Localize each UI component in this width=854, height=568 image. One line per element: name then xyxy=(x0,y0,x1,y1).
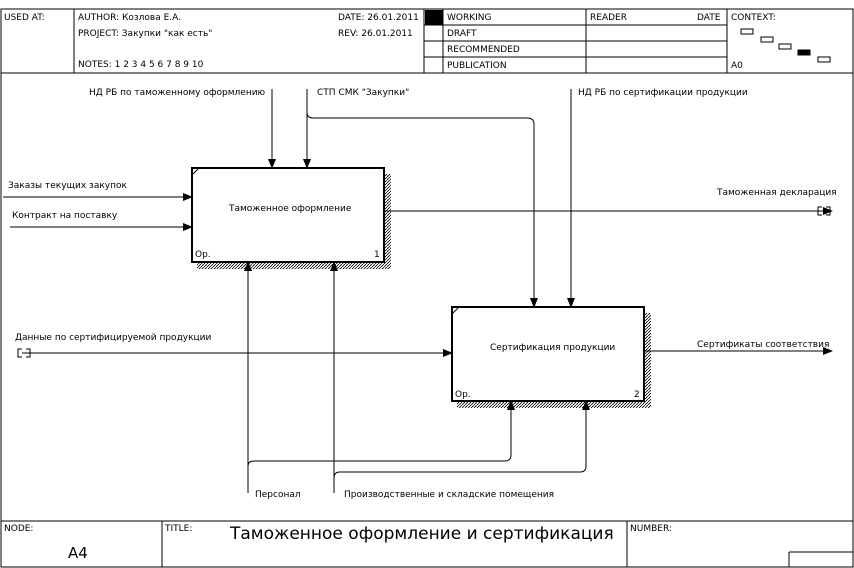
diagram-title: Таможенное оформление и сертификация xyxy=(230,524,614,544)
status-working: WORKING xyxy=(447,13,492,23)
box-2-op: Ор. xyxy=(455,390,471,400)
label-control-3: НД РБ по сертификации продукции xyxy=(578,88,748,98)
label-control-2: СТП СМК "Закупки" xyxy=(317,88,410,98)
label-output-1: Таможенная декларация xyxy=(717,188,837,198)
activity-box-2[interactable] xyxy=(452,307,644,401)
label-mechanism-2: Производственные и складские помещения xyxy=(344,490,555,500)
title-label: TITLE: xyxy=(165,524,193,534)
status-draft: DRAFT xyxy=(447,29,477,39)
label-output-2: Сертификаты соответствия xyxy=(697,340,830,350)
node-value: A4 xyxy=(68,544,88,562)
used-at-label: USED AT: xyxy=(4,13,45,23)
label-input-1: Заказы текущих закупок xyxy=(8,181,127,191)
activity-box-1[interactable] xyxy=(192,168,384,262)
working-status-marker xyxy=(425,10,443,25)
rev-text: REV: 26.01.2011 xyxy=(338,29,413,39)
context-map xyxy=(741,29,830,62)
label-control-1: НД РБ по таможенному оформлению xyxy=(89,88,266,98)
context-node: A0 xyxy=(731,61,743,71)
notes-text[interactable]: NOTES: 1 2 3 4 5 6 7 8 9 10 xyxy=(78,60,204,70)
reader-label: READER xyxy=(590,13,627,23)
date-text: DATE: 26.01.2011 xyxy=(338,13,419,23)
status-publication: PUBLICATION xyxy=(447,61,507,71)
author-text: AUTHOR: Козлова Е.А. xyxy=(78,13,182,23)
box-1-op: Ор. xyxy=(195,250,211,260)
box-1-label: Таможенное оформление xyxy=(229,204,352,214)
node-label: NODE: xyxy=(4,524,34,534)
label-input-3: Данные по сертифицируемой продукции xyxy=(15,333,212,343)
box-1-number: 1 xyxy=(374,250,380,260)
arrow-mechanism-2-branch[interactable] xyxy=(334,401,586,478)
label-input-2: Контракт на поставку xyxy=(12,211,118,221)
box-2-number: 2 xyxy=(634,390,640,400)
context-label: CONTEXT: xyxy=(731,13,776,23)
arrow-mechanism-1-branch[interactable] xyxy=(248,401,511,466)
number-label: NUMBER: xyxy=(630,524,672,534)
reader-date-label: DATE xyxy=(697,13,721,23)
label-mechanism-1: Персонал xyxy=(255,490,301,500)
status-recommended: RECOMMENDED xyxy=(447,45,520,55)
project-text: PROJECT: Закупки "как есть" xyxy=(78,29,213,39)
box-2-label: Сертификация продукции xyxy=(490,343,616,353)
